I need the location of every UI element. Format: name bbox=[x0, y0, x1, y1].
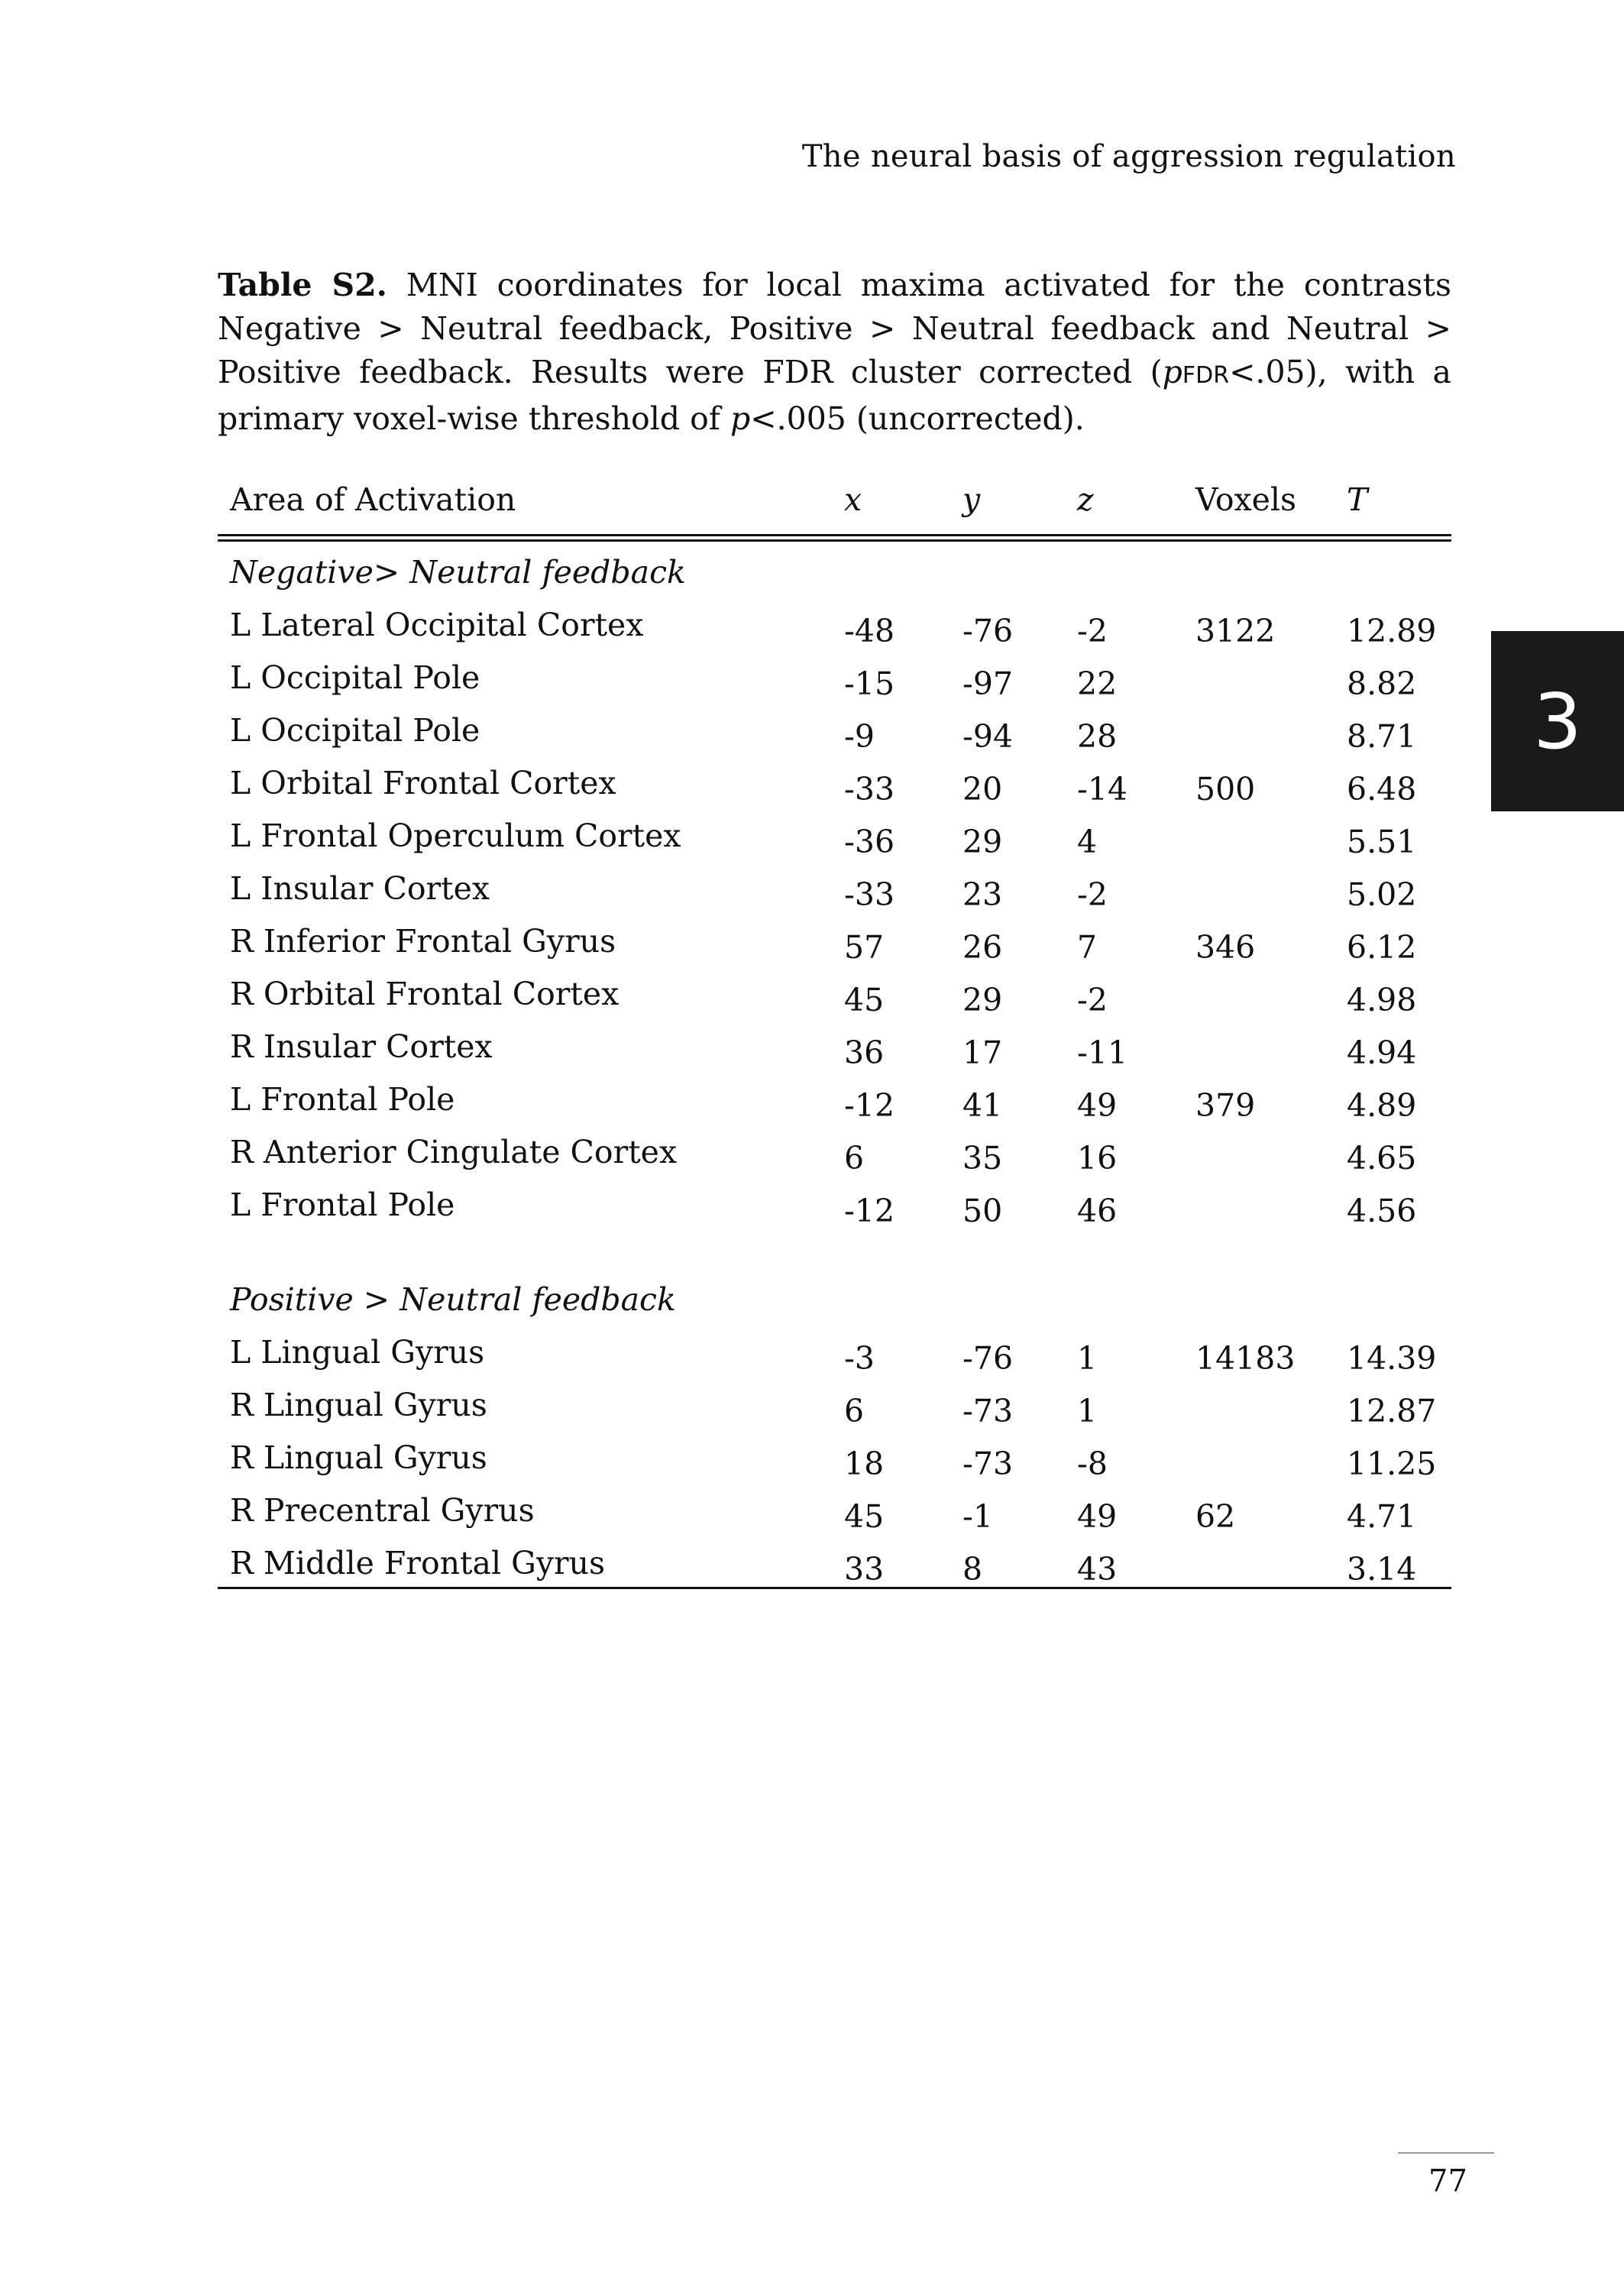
cell-area: R Insular Cortex bbox=[230, 1028, 493, 1065]
cell-x: -48 bbox=[844, 613, 895, 649]
cell-area: L Frontal Pole bbox=[230, 1081, 455, 1118]
cell-area: L Lingual Gyrus bbox=[230, 1334, 485, 1371]
cell-area: L Occipital Pole bbox=[230, 659, 480, 696]
cell-x: 6 bbox=[844, 1140, 865, 1177]
cell-area: L Orbital Frontal Cortex bbox=[230, 765, 616, 801]
cell-z: -2 bbox=[1077, 613, 1108, 649]
cell-area: L Occipital Pole bbox=[230, 712, 480, 749]
cell-z: -8 bbox=[1077, 1445, 1108, 1482]
caption-text: <.05), with a primary voxel-wise threshold of bbox=[218, 354, 1452, 437]
cell-t: 6.48 bbox=[1347, 771, 1417, 808]
cell-t: 3.14 bbox=[1347, 1551, 1417, 1588]
cell-z: -11 bbox=[1077, 1034, 1128, 1071]
cell-y: -76 bbox=[962, 1340, 1014, 1377]
cell-x: -33 bbox=[844, 771, 895, 808]
footer-rule bbox=[1398, 2152, 1494, 2154]
cell-area: R Anterior Cingulate Cortex bbox=[230, 1134, 678, 1170]
table-row bbox=[218, 659, 1451, 712]
cell-voxels: 346 bbox=[1195, 929, 1256, 966]
cell-z: -2 bbox=[1077, 982, 1108, 1018]
section-gap bbox=[218, 1239, 1451, 1281]
cell-t: 8.82 bbox=[1347, 665, 1417, 702]
cell-t: 4.71 bbox=[1347, 1498, 1417, 1535]
cell-y: 8 bbox=[962, 1551, 983, 1588]
chapter-tab: 3 bbox=[1491, 631, 1624, 811]
table-row bbox=[218, 923, 1451, 976]
cell-z: -14 bbox=[1077, 771, 1128, 808]
cell-t: 4.65 bbox=[1347, 1140, 1417, 1177]
table-row bbox=[218, 607, 1451, 659]
cell-y: -73 bbox=[962, 1445, 1014, 1482]
cell-area: R Precentral Gyrus bbox=[230, 1492, 535, 1529]
table-row bbox=[218, 1492, 1451, 1545]
table-row bbox=[218, 870, 1451, 923]
header-z: z bbox=[1077, 481, 1094, 518]
table-row bbox=[218, 976, 1451, 1028]
cell-z: 49 bbox=[1077, 1498, 1118, 1535]
cell-z: 1 bbox=[1077, 1393, 1098, 1429]
section-label-row bbox=[218, 1281, 1451, 1334]
cell-voxels: 3122 bbox=[1195, 613, 1276, 649]
cell-z: 1 bbox=[1077, 1340, 1098, 1377]
cell-x: 57 bbox=[844, 929, 885, 966]
cell-y: -94 bbox=[962, 718, 1014, 755]
cell-area: R Lingual Gyrus bbox=[230, 1439, 487, 1476]
cell-y: -1 bbox=[962, 1498, 993, 1535]
page-number: 77 bbox=[1428, 2164, 1467, 2199]
cell-t: 11.25 bbox=[1347, 1445, 1437, 1482]
cell-voxels: 500 bbox=[1195, 771, 1256, 808]
cell-area: L Lateral Occipital Cortex bbox=[230, 607, 644, 643]
cell-voxels: 62 bbox=[1195, 1498, 1236, 1535]
cell-z: 46 bbox=[1077, 1193, 1118, 1229]
cell-x: -33 bbox=[844, 876, 895, 913]
cell-x: -3 bbox=[844, 1340, 875, 1377]
cell-x: -9 bbox=[844, 718, 875, 755]
cell-t: 4.56 bbox=[1347, 1193, 1417, 1229]
caption-text: MNI coordinates for local maxima activated for the contrasts Negative > Neutral feedback, Positive > Neutral feedback and Neutral > Positive feedback. Results were FDR cluster corrected ( bbox=[218, 267, 1451, 390]
table-row bbox=[218, 1334, 1451, 1387]
cell-z: 49 bbox=[1077, 1087, 1118, 1124]
cell-t: 5.02 bbox=[1347, 876, 1417, 913]
cell-t: 6.12 bbox=[1347, 929, 1417, 966]
cell-x: -12 bbox=[844, 1087, 895, 1124]
table-row bbox=[218, 765, 1451, 817]
cell-area: L Insular Cortex bbox=[230, 870, 490, 907]
cell-x: 18 bbox=[844, 1445, 885, 1482]
cell-y: -76 bbox=[962, 613, 1014, 649]
cell-x: 45 bbox=[844, 1498, 885, 1535]
cell-y: 50 bbox=[962, 1193, 1003, 1229]
p-fdr: pFDR bbox=[1162, 354, 1230, 390]
header-rule bbox=[218, 534, 1451, 542]
cell-z: 22 bbox=[1077, 665, 1118, 702]
cell-area: R Inferior Frontal Gyrus bbox=[230, 923, 616, 960]
cell-t: 12.89 bbox=[1347, 613, 1437, 649]
cell-voxels: 14183 bbox=[1195, 1340, 1296, 1377]
table-row bbox=[218, 1134, 1451, 1186]
running-head: The neural basis of aggression regulation bbox=[801, 139, 1456, 174]
cell-x: 33 bbox=[844, 1551, 885, 1588]
cell-y: 29 bbox=[962, 982, 1003, 1018]
table-row bbox=[218, 1387, 1451, 1439]
cell-t: 4.94 bbox=[1347, 1034, 1417, 1071]
header-t: T bbox=[1347, 481, 1368, 518]
cell-x: -12 bbox=[844, 1193, 895, 1229]
cell-area: L Frontal Pole bbox=[230, 1186, 455, 1223]
cell-x: -36 bbox=[844, 824, 895, 860]
cell-y: 23 bbox=[962, 876, 1003, 913]
table-row bbox=[218, 1545, 1451, 1598]
cell-x: 6 bbox=[844, 1393, 865, 1429]
cell-y: 20 bbox=[962, 771, 1003, 808]
cell-z: 43 bbox=[1077, 1551, 1118, 1588]
cell-y: 26 bbox=[962, 929, 1003, 966]
cell-z: 4 bbox=[1077, 824, 1098, 860]
cell-x: 45 bbox=[844, 982, 885, 1018]
cell-z: -2 bbox=[1077, 876, 1108, 913]
cell-t: 12.87 bbox=[1347, 1393, 1437, 1429]
cell-x: 36 bbox=[844, 1034, 885, 1071]
table-caption bbox=[218, 264, 1451, 441]
cell-area: R Middle Frontal Gyrus bbox=[230, 1545, 606, 1581]
header-voxels: Voxels bbox=[1195, 481, 1297, 518]
cell-t: 8.71 bbox=[1347, 718, 1417, 755]
table-label: Table S2. bbox=[218, 267, 387, 303]
table-row bbox=[218, 1186, 1451, 1239]
cell-t: 4.98 bbox=[1347, 982, 1417, 1018]
table-body bbox=[218, 554, 1451, 1598]
cell-t: 5.51 bbox=[1347, 824, 1417, 860]
cell-y: 29 bbox=[962, 824, 1003, 860]
activation-table bbox=[218, 481, 1451, 1589]
table-row bbox=[218, 817, 1451, 870]
table-row bbox=[218, 712, 1451, 765]
cell-t: 4.89 bbox=[1347, 1087, 1417, 1124]
cell-voxels: 379 bbox=[1195, 1087, 1256, 1124]
header-y: y bbox=[962, 481, 981, 518]
cell-y: -73 bbox=[962, 1393, 1014, 1429]
p-symbol: p bbox=[730, 400, 751, 437]
cell-z: 16 bbox=[1077, 1140, 1118, 1177]
table-row bbox=[218, 1439, 1451, 1492]
section-label: Positive > Neutral feedback bbox=[230, 1281, 676, 1318]
cell-x: -15 bbox=[844, 665, 895, 702]
section-label: Negative> Neutral feedback bbox=[230, 554, 686, 591]
cell-z: 28 bbox=[1077, 718, 1118, 755]
cell-z: 7 bbox=[1077, 929, 1098, 966]
header-area: Area of Activation bbox=[230, 481, 516, 518]
cell-area: R Lingual Gyrus bbox=[230, 1387, 487, 1423]
section-label-row bbox=[218, 554, 1451, 607]
cell-area: R Orbital Frontal Cortex bbox=[230, 976, 620, 1012]
cell-area: L Frontal Operculum Cortex bbox=[230, 817, 681, 854]
table-header-row bbox=[218, 481, 1451, 534]
cell-y: 17 bbox=[962, 1034, 1003, 1071]
cell-y: 35 bbox=[962, 1140, 1003, 1177]
cell-y: 41 bbox=[962, 1087, 1003, 1124]
table-row bbox=[218, 1028, 1451, 1081]
table-row bbox=[218, 1081, 1451, 1134]
header-x: x bbox=[844, 481, 862, 518]
cell-t: 14.39 bbox=[1347, 1340, 1437, 1377]
caption-text: <.005 (uncorrected). bbox=[750, 400, 1085, 437]
cell-y: -97 bbox=[962, 665, 1014, 702]
